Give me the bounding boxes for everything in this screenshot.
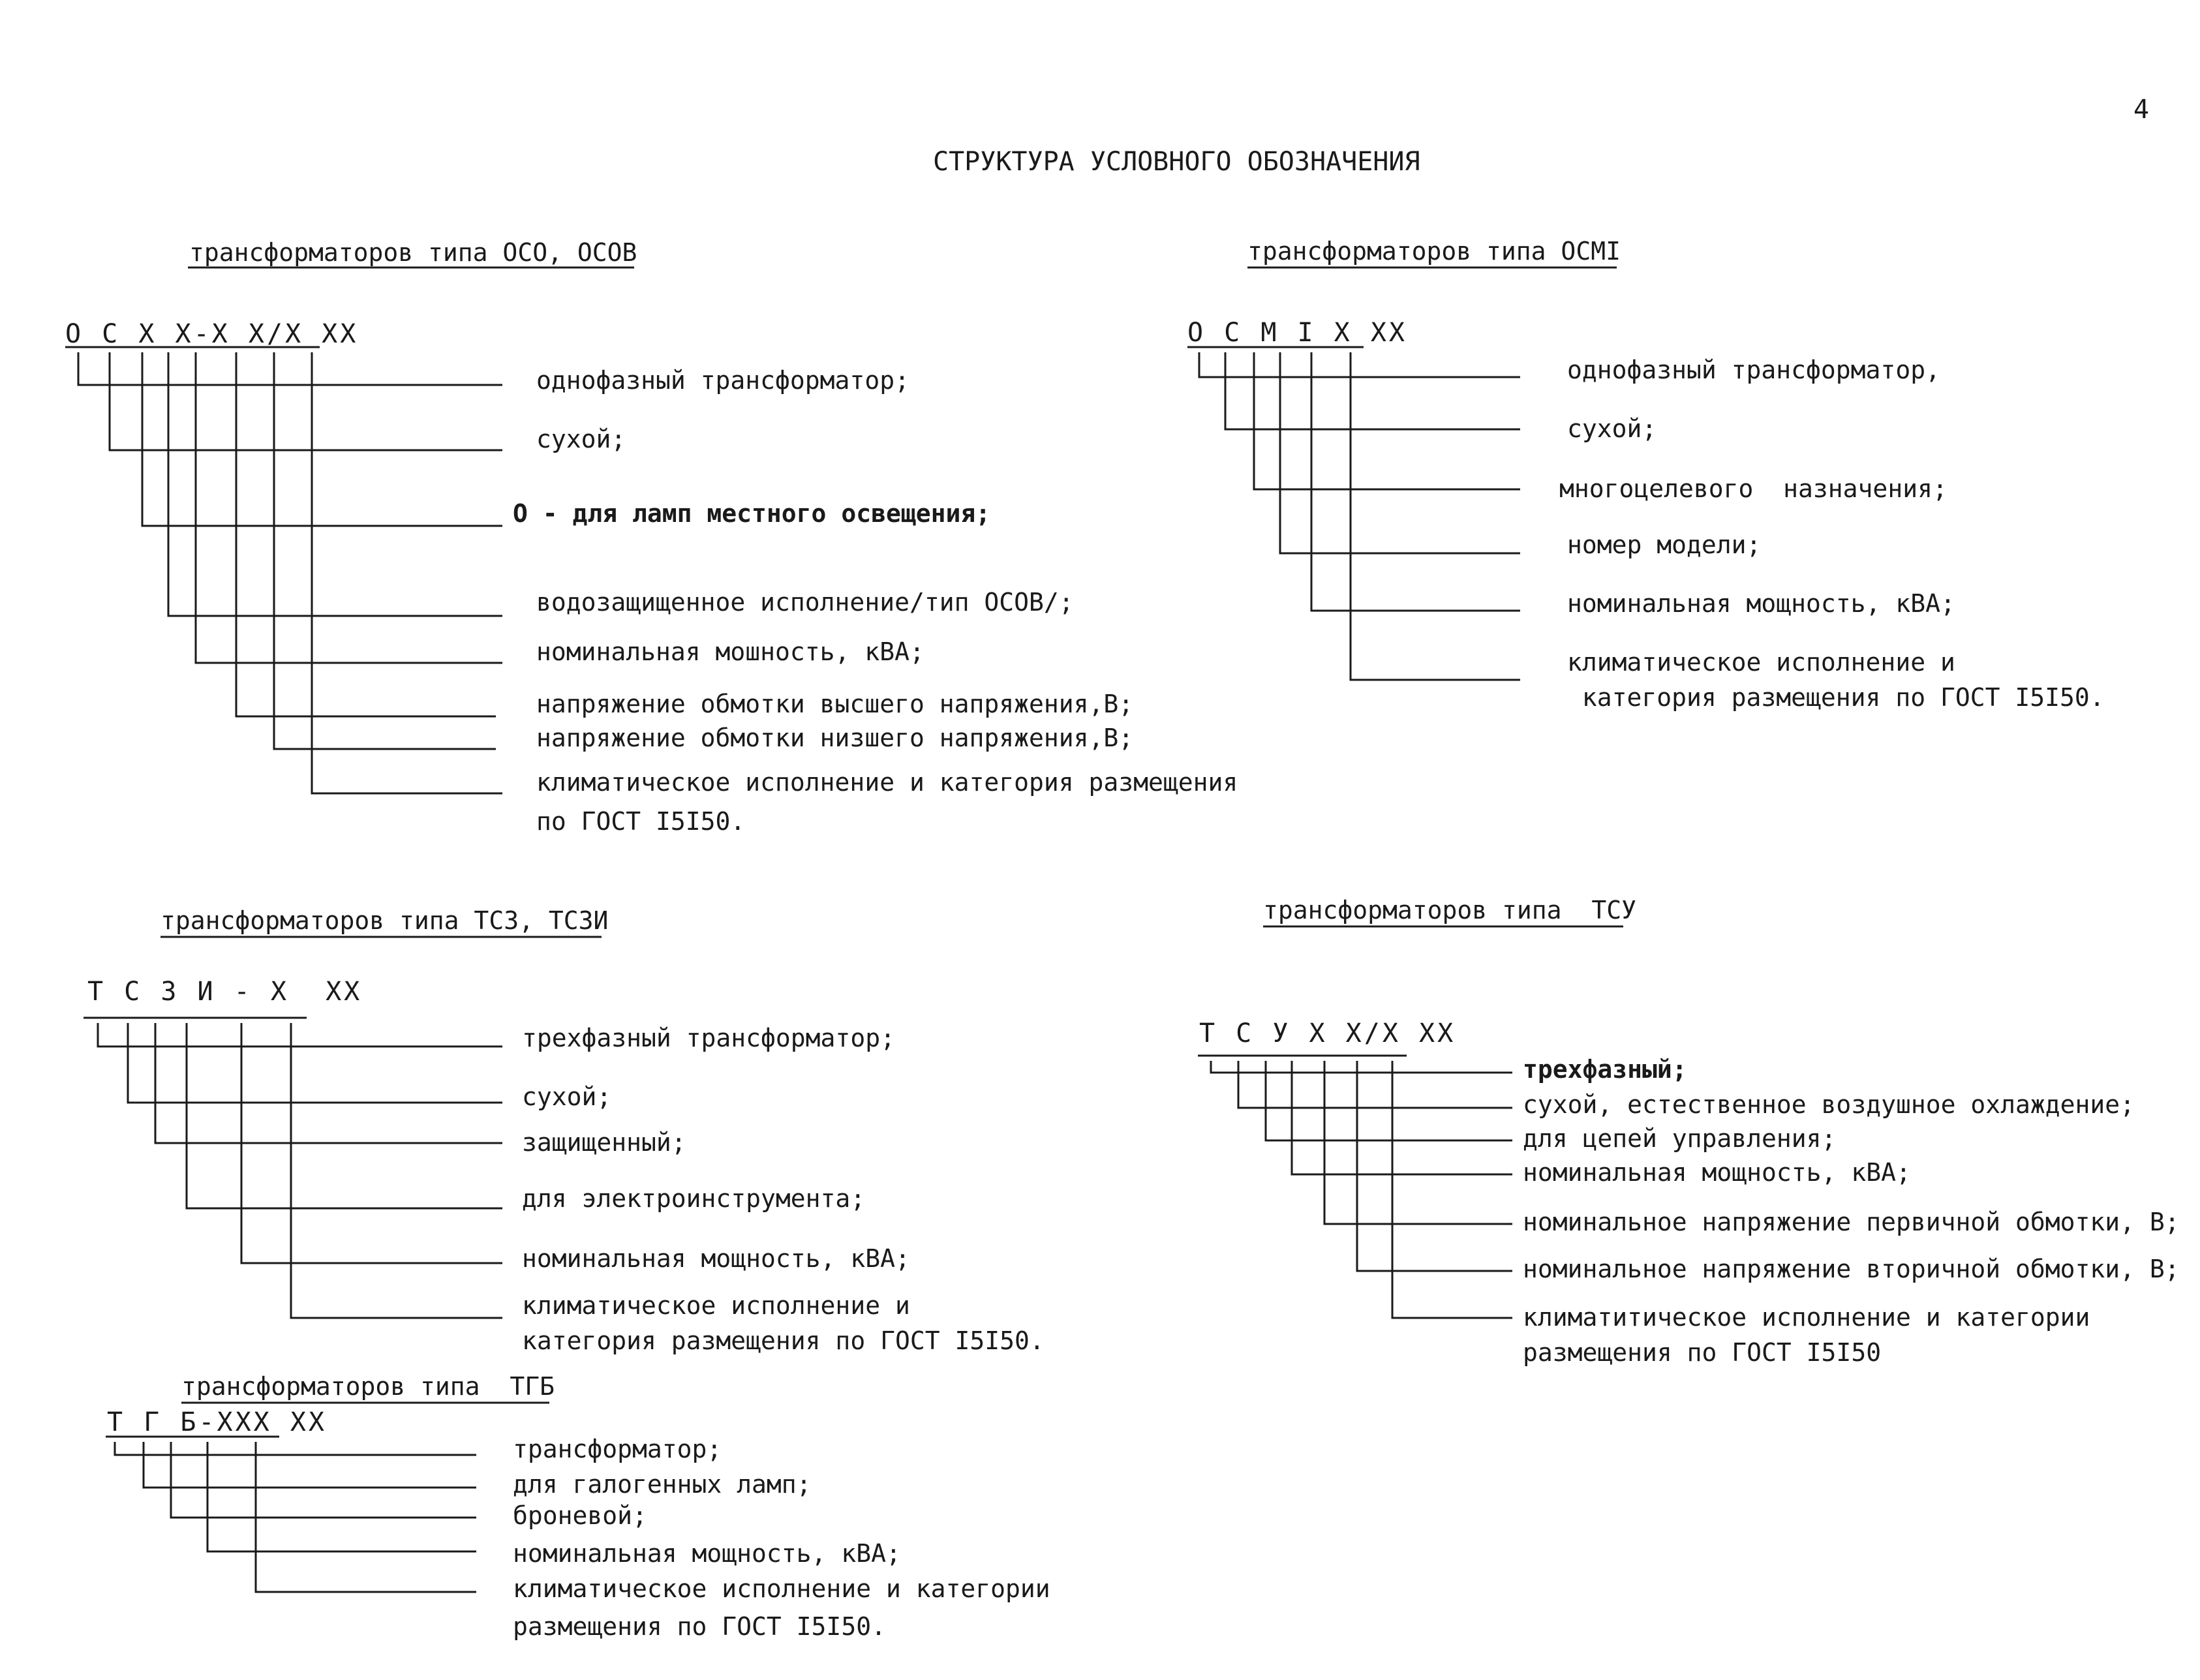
legend-item: сухой; — [536, 425, 626, 453]
page-title: СТРУКТУРА УСЛОВНОГО ОБОЗНАЧЕНИЯ — [933, 147, 1420, 177]
legend-item: водозащищенное исполнение/тип ОСОВ/; — [536, 588, 1074, 617]
designation-code-tgb: Т Г Б-ХХХ ХХ — [107, 1407, 327, 1437]
designation-code-osm: О С М I Х ХХ — [1187, 318, 1407, 348]
section-heading-oso: трансформаторов типа ОСО, ОСОВ — [189, 238, 637, 267]
legend-item: многоцелевого назначения; — [1559, 474, 1948, 503]
legend-item: номинальное напряжение вторичной обмотки, В; — [1523, 1255, 2180, 1283]
legend-item: защищенный; — [522, 1128, 686, 1157]
legend-item: по ГОСТ I5I50. — [536, 807, 746, 836]
legend-item: размещения по ГОСТ I5I50 — [1523, 1338, 1882, 1367]
legend-item: номинальная мощность, кВА; — [513, 1539, 901, 1568]
legend-item: размещения по ГОСТ I5I50. — [513, 1612, 886, 1641]
legend-item: трансформатор; — [513, 1435, 722, 1463]
section-heading-tsu: трансформаторов типа ТСУ — [1263, 896, 1636, 924]
legend-item: для галогенных ламп; — [513, 1470, 812, 1499]
legend-item: категория размещения по ГОСТ I5I50. — [1567, 683, 2105, 712]
legend-item: напряжение обмотки низшего напряжения,В; — [536, 724, 1134, 752]
legend-item: климатическое исполнение и категории — [513, 1574, 1050, 1603]
section-heading-osm: трансформаторов типа ОСМI — [1247, 237, 1621, 266]
legend-item: однофазный трансформатор; — [536, 366, 909, 395]
legend-item: категория размещения по ГОСТ I5I50. — [522, 1326, 1045, 1355]
designation-code-oso: О С Х Х-Х Х/Х ХХ — [65, 319, 359, 349]
designation-code-tsu: Т С У Х Х/Х ХХ — [1199, 1018, 1456, 1048]
legend-item: трехфазный; — [1523, 1055, 1687, 1084]
legend-item: климатическое исполнение и категория размещения — [536, 768, 1238, 797]
designation-code-tsz: Т С З И - Х ХХ — [87, 977, 363, 1007]
legend-item: климатическое исполнение и — [1567, 648, 1955, 677]
legend-item: однофазный трансформатор, — [1567, 356, 1940, 384]
legend-item: броневой; — [513, 1501, 647, 1530]
legend-item: номинальная мощность, кВА; — [1567, 589, 1955, 618]
legend-item: номинальная мощность, кВА; — [522, 1244, 910, 1273]
legend-item: номинальная мошность, кВА; — [536, 637, 924, 666]
section-heading-tgb: трансформаторов типа ТГБ — [181, 1372, 555, 1401]
page-number: 4 — [2133, 95, 2150, 125]
legend-item: номер модели; — [1567, 530, 1762, 559]
legend-item: сухой; — [522, 1082, 612, 1111]
section-heading-tsz: трансформаторов типа ТСЗ, ТСЗИ — [160, 906, 609, 935]
legend-item: сухой; — [1567, 414, 1657, 443]
legend-item: для электроинструмента; — [522, 1184, 866, 1213]
legend-item: О - для ламп местного освещения; — [513, 499, 991, 528]
legend-item: сухой, естественное воздушное охлаждение; — [1523, 1090, 2135, 1119]
legend-item: напряжение обмотки высшего напряжения,В; — [536, 690, 1134, 718]
legend-item: номинальное напряжение первичной обмотки, В; — [1523, 1208, 2180, 1236]
legend-item: климатическое исполнение и — [522, 1291, 910, 1320]
legend-item: климатитическое исполнение и категории — [1523, 1303, 2090, 1332]
legend-item: номинальная мощность, кВА; — [1523, 1158, 1911, 1187]
legend-item: для цепей управления; — [1523, 1124, 1837, 1153]
legend-item: трехфазный трансформатор; — [522, 1024, 895, 1052]
